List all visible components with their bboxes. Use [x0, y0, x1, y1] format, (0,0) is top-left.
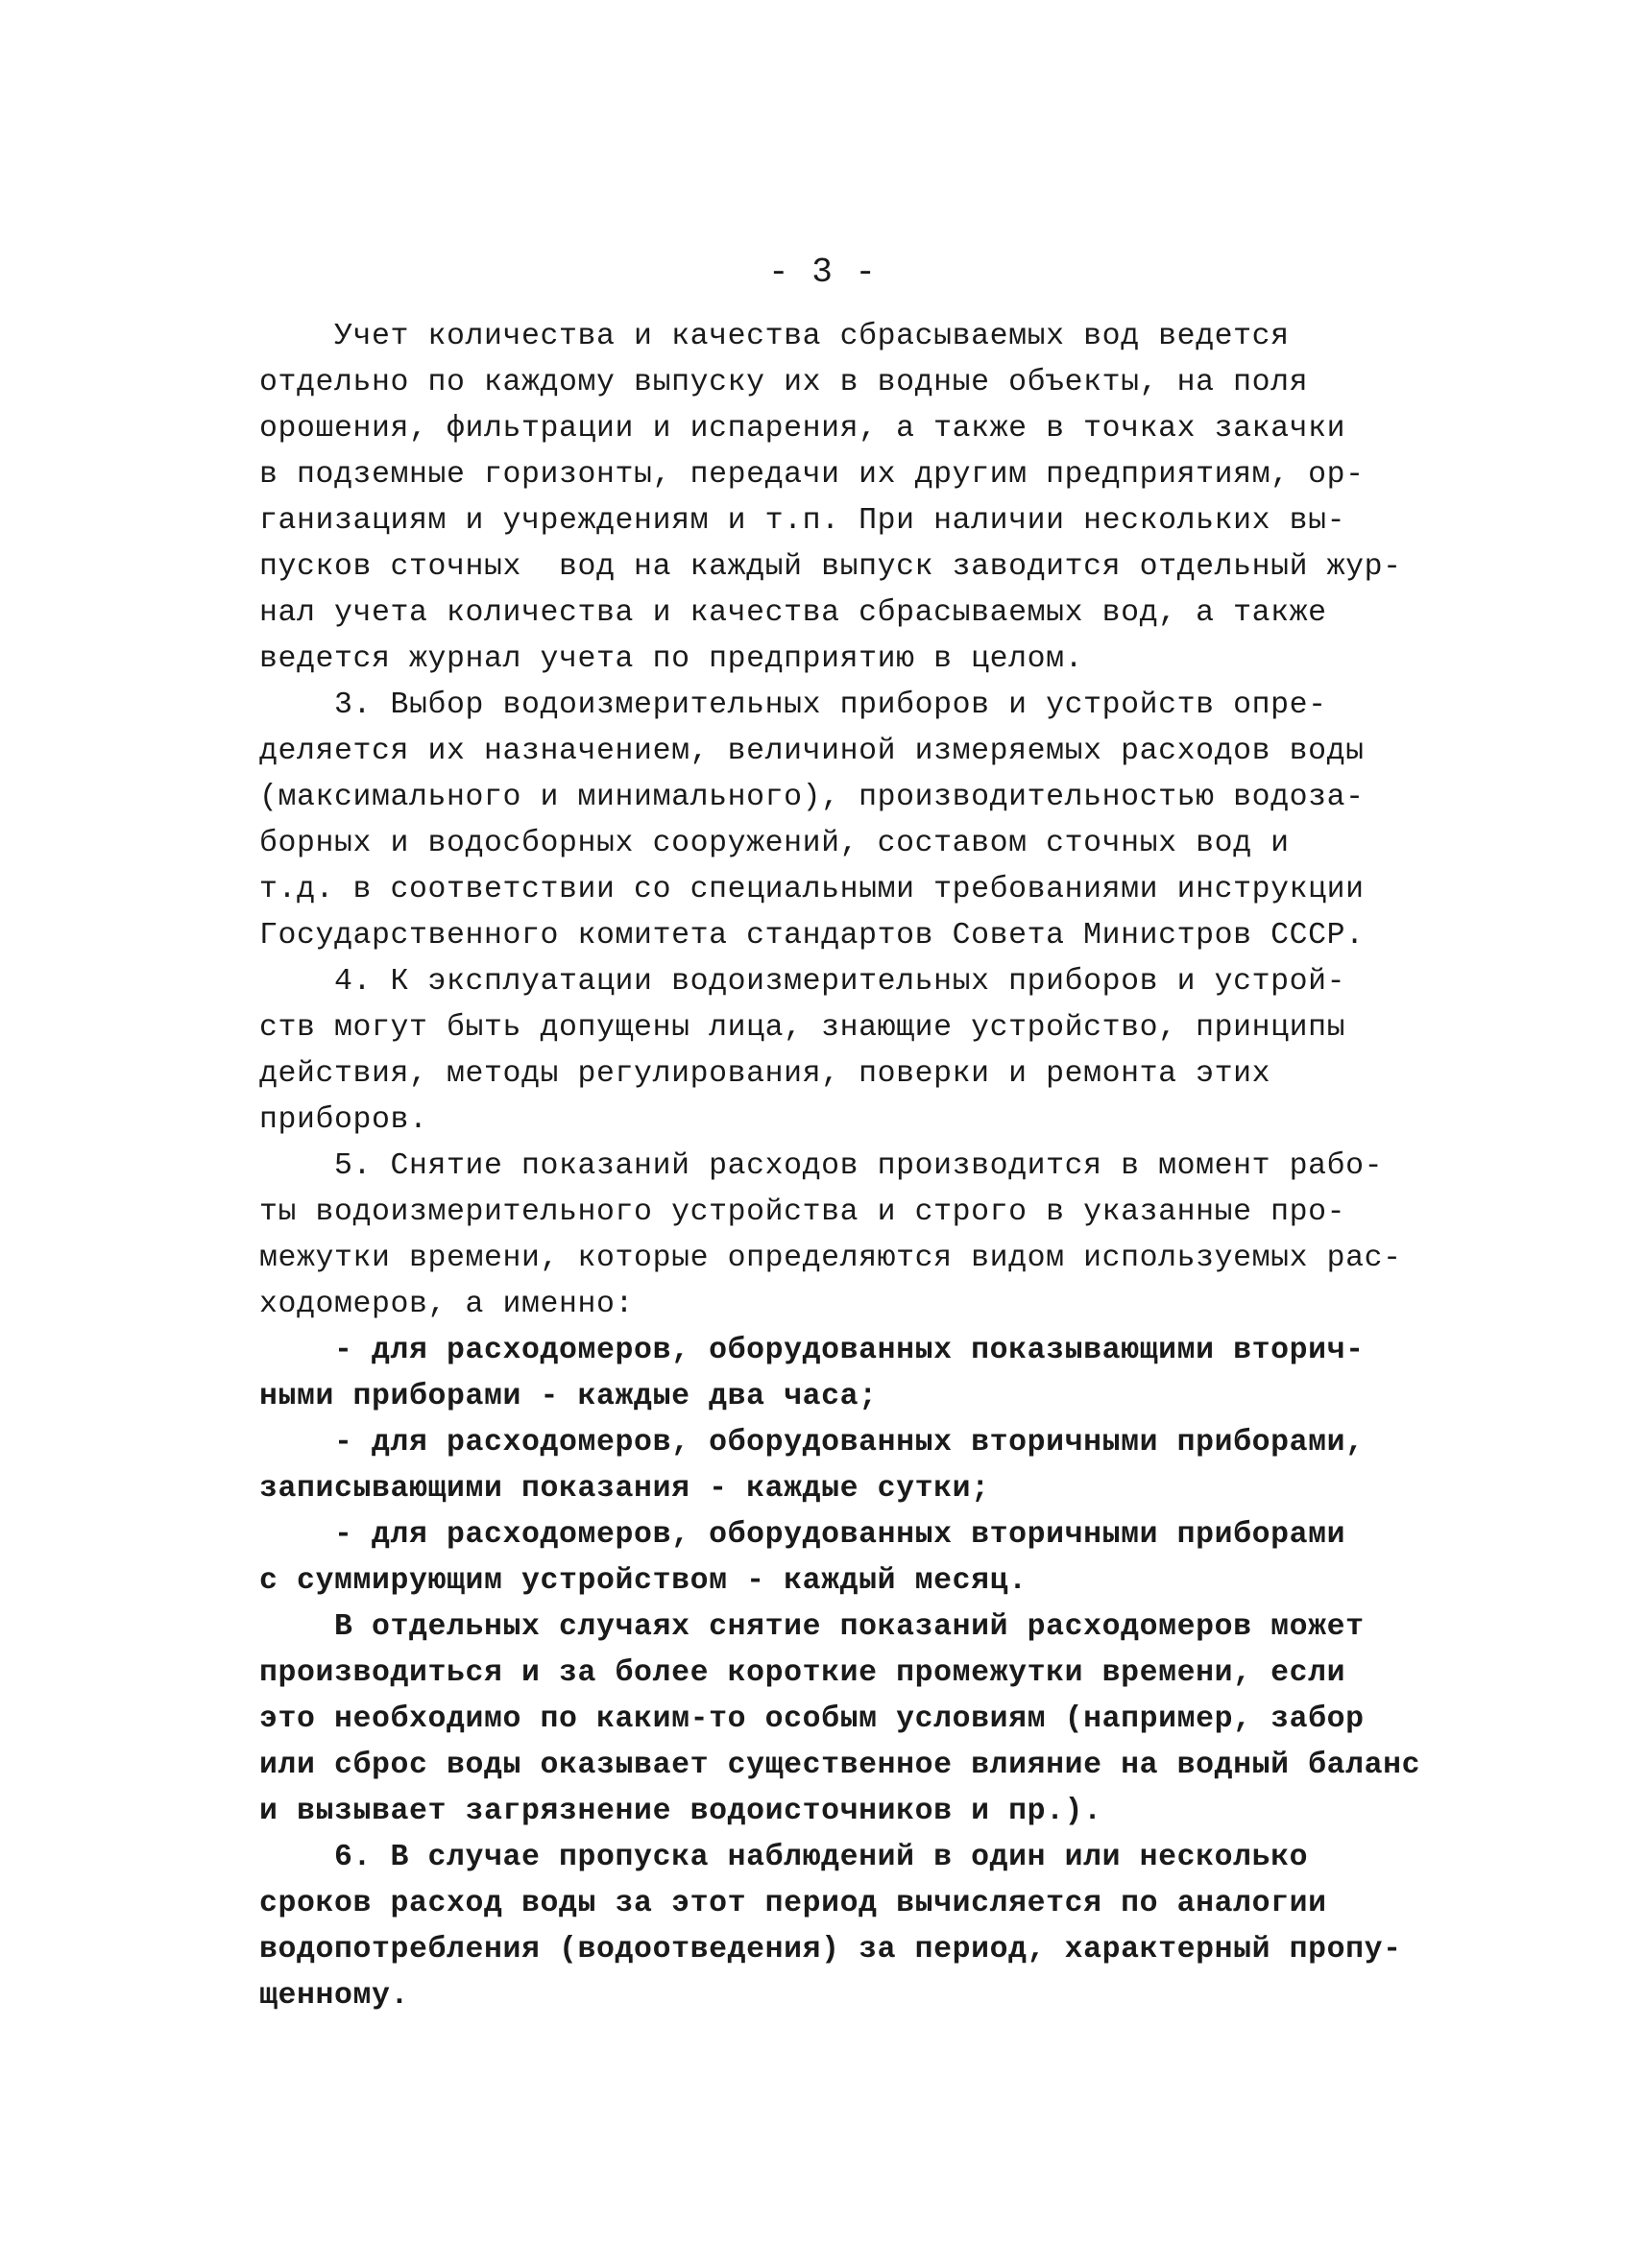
text-line: В отдельных случаях снятие показаний расходомеров может	[259, 1610, 1365, 1644]
text-line: отдельно по каждому выпуску их в водные объекты, на поля	[259, 366, 1309, 399]
text-line: сроков расход воды за этот период вычисляется по аналогии	[259, 1887, 1327, 1920]
text-line: записывающими показания - каждые сутки;	[259, 1472, 990, 1506]
text-line: это необходимо по каким-то особым условиям (например, забор	[259, 1702, 1365, 1736]
text-line: ными приборами - каждые два часа;	[259, 1380, 878, 1413]
text-line: ганизациям и учреждениям и т.п. При наличии нескольких вы-	[259, 504, 1346, 538]
page-number: - 3 -	[767, 253, 878, 292]
text-line: ведется журнал учета по предприятию в целом.	[259, 642, 1084, 676]
text-line: борных и водосборных сооружений, составом сточных вод и	[259, 827, 1290, 860]
text-line: ств могут быть допущены лица, знающие устройство, принципы	[259, 1011, 1346, 1045]
text-line: 4. К эксплуатации водоизмерительных приборов и устрой-	[259, 965, 1346, 999]
text-line: приборов.	[259, 1103, 428, 1137]
text-line: или сброс воды оказывает существенное влияние на водный баланс	[259, 1749, 1421, 1782]
text-line: (максимального и минимального), производительностью водоза-	[259, 781, 1365, 814]
text-line: - для расходомеров, оборудованных вторичными приборами	[259, 1518, 1346, 1552]
text-line: ходомеров, а именно:	[259, 1288, 635, 1321]
text-line: водопотребления (водоотведения) за период, характерный пропу-	[259, 1933, 1402, 1966]
text-line: - для расходомеров, оборудованных показывающими вторич-	[259, 1334, 1365, 1367]
text-line: орошения, фильтрации и испарения, а также в точках закачки	[259, 412, 1346, 446]
text-line: межутки времени, которые определяются видом используемых рас-	[259, 1242, 1402, 1275]
text-line: пусков сточных вод на каждый выпуск заводится отдельный жур-	[259, 550, 1402, 584]
text-line: и вызывает загрязнение водоисточников и пр.).	[259, 1795, 1102, 1828]
text-line: производиться и за более короткие промежутки времени, если	[259, 1656, 1346, 1690]
text-line: - для расходомеров, оборудованных вторичными приборами,	[259, 1426, 1365, 1460]
text-line: деляется их назначением, величиной измеряемых расходов воды	[259, 735, 1365, 768]
text-line: щенному.	[259, 1979, 410, 2013]
text-line: 3. Выбор водоизмерительных приборов и устройств опре-	[259, 688, 1327, 722]
bold-text-section	[259, 1328, 1421, 2019]
text-line: 6. В случае пропуска наблюдений в один или несколько	[259, 1841, 1309, 1874]
text-line: Учет количества и качества сбрасываемых вод ведется	[259, 320, 1290, 353]
text-line: в подземные горизонты, передачи их другим предприятиям, ор-	[259, 458, 1365, 492]
text-line: ты водоизмерительного устройства и строго в указанные про-	[259, 1195, 1346, 1229]
text-line: т.д. в соответствии со специальными требованиями инструкции	[259, 873, 1365, 906]
body-text	[259, 314, 1421, 2019]
text-line: с суммирующим устройством - каждый месяц.	[259, 1564, 1028, 1598]
text-line: действия, методы регулирования, поверки и ремонта этих	[259, 1057, 1271, 1091]
text-line: Государственного комитета стандартов Совета Министров СССР.	[259, 919, 1365, 953]
text-line: нал учета количества и качества сбрасываемых вод, а также	[259, 596, 1327, 630]
text-line: 5. Снятие показаний расходов производится в момент рабо-	[259, 1149, 1384, 1183]
